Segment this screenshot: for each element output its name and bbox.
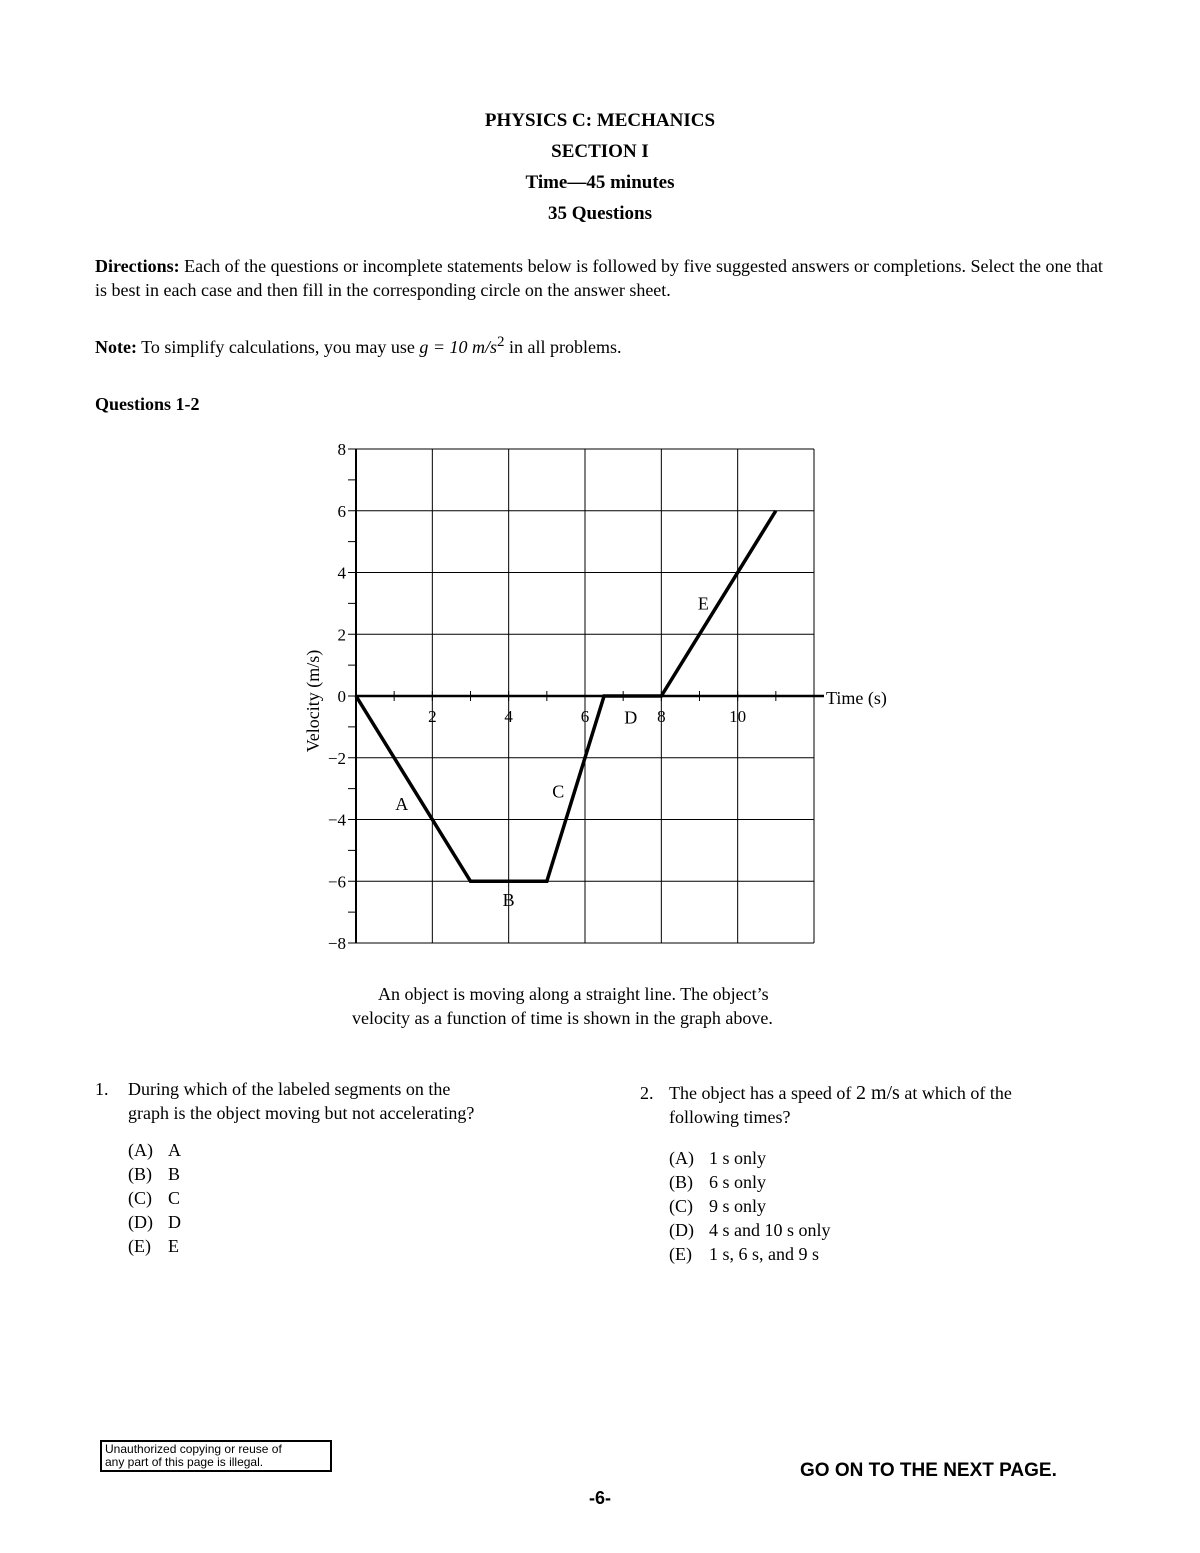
note-exponent: 2 — [497, 334, 505, 350]
question-1-text — [128, 1077, 474, 1125]
question-2-choices — [669, 1146, 831, 1266]
question-count: 35 Questions — [548, 203, 652, 224]
segment-label-c: C — [552, 781, 565, 802]
y-tick-label: 6 — [337, 501, 346, 521]
question-1-line-1: During which of the labeled segments on the — [128, 1079, 451, 1099]
next-page-notice: GO ON TO THE NEXT PAGE. — [800, 1460, 1057, 1481]
x-tick-label: 6 — [580, 707, 590, 726]
question-2-line-1: The object has a speed of 2 m/s at which of the — [669, 1082, 1012, 1104]
y-tick-label: −2 — [327, 748, 346, 768]
section-title: SECTION I — [551, 141, 649, 162]
graph-caption — [352, 982, 822, 1030]
y-tick-label: 2 — [337, 625, 346, 645]
q2-choice-c[interactable]: (C) 9 s only — [669, 1196, 767, 1216]
note-text-before: To simplify calculations, you may use — [141, 337, 415, 357]
q2-choice-a[interactable]: (A) 1 s only — [669, 1148, 767, 1168]
graph-caption-text: An object is moving along a straight line. The object’s velocity as a function of time is shown in the graph above. — [352, 984, 773, 1028]
q2-choice-e[interactable]: (E) 1 s, 6 s, and 9 s — [669, 1244, 820, 1264]
page-number: -6- — [589, 1488, 611, 1508]
note-equation: g = 10 m/s — [419, 337, 498, 357]
warning-line-2: any part of this page is illegal. — [105, 1455, 264, 1469]
y-tick-label: 0 — [337, 687, 346, 706]
y-tick-label: −6 — [327, 872, 346, 892]
q1-choice-e[interactable]: (E) E — [128, 1236, 179, 1256]
speed-value: 2 m/s — [855, 1082, 900, 1104]
question-2 — [640, 1081, 1110, 1271]
question-1 — [95, 1077, 615, 1267]
page-title: PHYSICS C: MECHANICS — [484, 110, 716, 131]
x-tick-label: 8 — [657, 707, 666, 726]
q1-choice-c[interactable]: (C) C — [128, 1188, 181, 1208]
q1-choice-d[interactable]: (D) D — [128, 1212, 181, 1232]
segment-label-b: B — [502, 889, 515, 910]
time-limit: Time—45 minutes — [525, 172, 675, 193]
question-2-line-2: following times? — [669, 1107, 791, 1127]
segment-label-a: A — [395, 794, 409, 815]
copyright-warning — [100, 1440, 332, 1472]
x-tick-label: 4 — [504, 707, 513, 726]
y-tick-label: −8 — [327, 934, 346, 953]
q2-choice-d[interactable]: (D) 4 s and 10 s only — [669, 1220, 831, 1240]
segment-label-e: E — [697, 593, 709, 614]
note-text-after: in all problems. — [509, 337, 622, 357]
warning-line-1: Unauthorized copying or reuse of — [105, 1442, 282, 1456]
question-1-number: 1. — [95, 1079, 109, 1099]
directions-label: Directions: — [95, 256, 180, 276]
y-tick-label: 4 — [337, 563, 346, 583]
y-tick-label: 8 — [337, 440, 346, 459]
question-1-line-2: graph is the object moving but not accelerating? — [128, 1103, 475, 1123]
note-label: Note: — [95, 337, 137, 357]
x-tick-label: 2 — [428, 707, 437, 726]
q1-choice-b[interactable]: (B) B — [128, 1164, 181, 1184]
chart-axes — [356, 449, 824, 943]
x-axis-label: Time (s) — [826, 688, 887, 708]
y-axis-label: Velocity (m/s) — [303, 649, 323, 753]
question-2-number: 2. — [640, 1083, 654, 1103]
q1-choice-a[interactable]: (A) A — [128, 1140, 181, 1160]
y-tick-label: −4 — [327, 810, 346, 830]
q2-choice-b[interactable]: (B) 6 s only — [669, 1172, 767, 1192]
x-tick-label: 10 — [729, 707, 747, 726]
questions-heading: Questions 1-2 — [95, 394, 200, 414]
directions-text: Each of the questions or incomplete statements below is followed by five suggested answers or completions. Select the one that is best in each case and then fill in the corresponding circle on the answer sheet. — [95, 256, 1103, 300]
question-1-choices — [128, 1138, 181, 1258]
segment-label-d: D — [624, 707, 638, 728]
question-2-text — [669, 1081, 1012, 1129]
